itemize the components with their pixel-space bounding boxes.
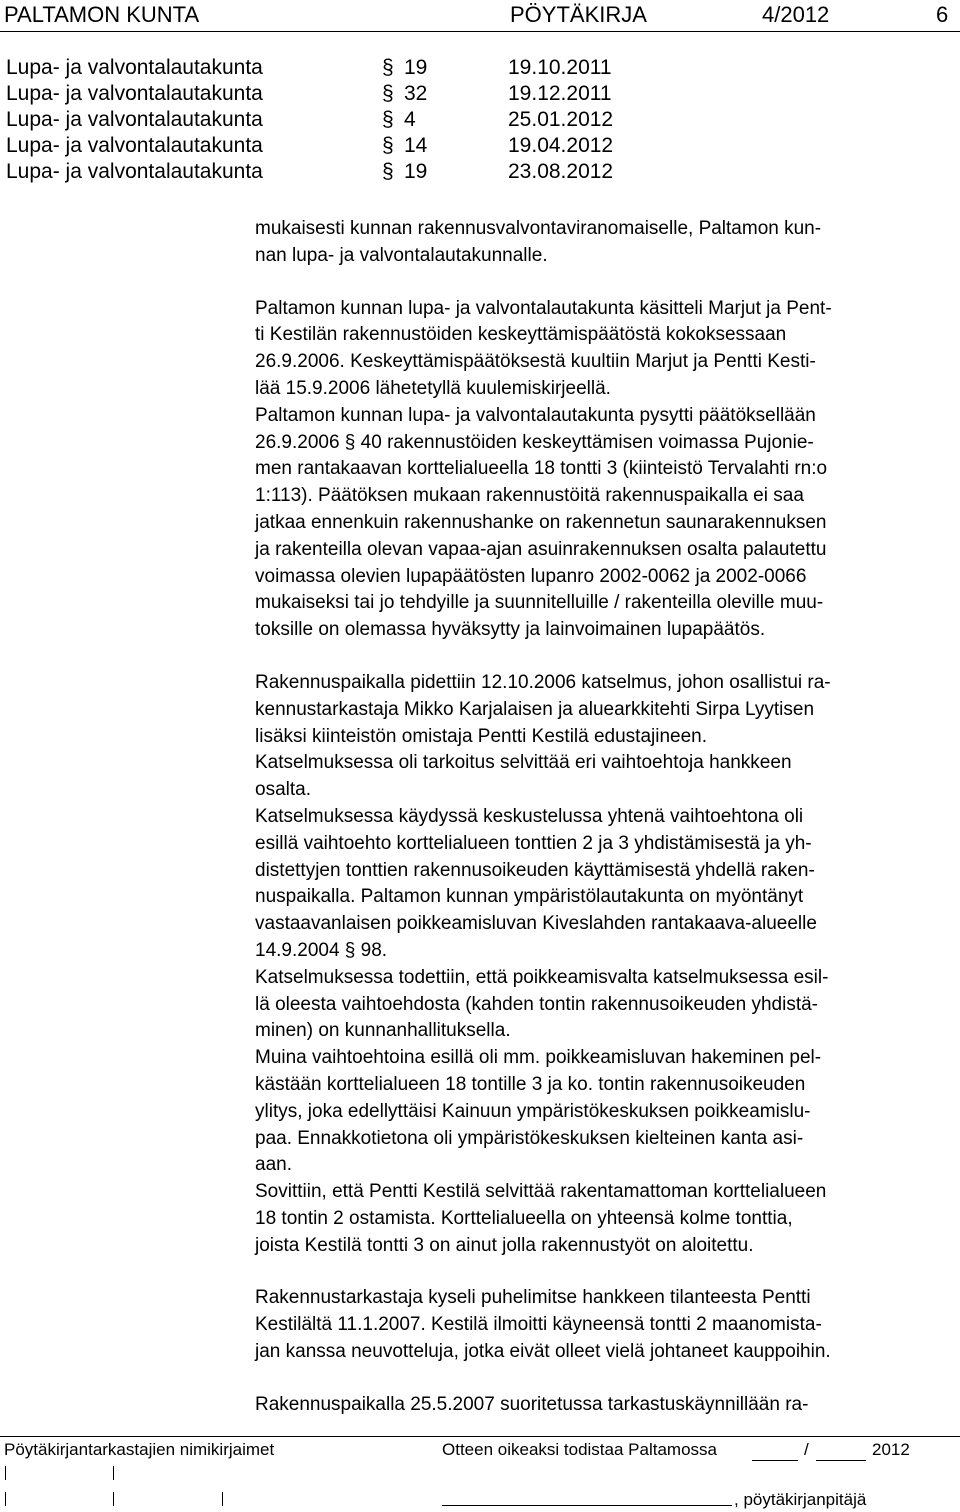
paragraph-gap	[255, 1366, 955, 1392]
reference-body: Lupa- ja valvontalautakunta	[6, 108, 263, 131]
text-line: Katselmuksessa todettiin, että poikkeamisvalta katselmuksessa esil-	[255, 966, 829, 988]
text-line: ja rakenteilla olevan vapaa-ajan asuinrakennuksen osalta palautettu	[255, 538, 827, 560]
header-rule	[0, 31, 960, 32]
text-line: jan kanssa neuvotteluja, jotka eivät olleet vielä johtaneet kauppoihin.	[255, 1341, 831, 1363]
month-blank	[816, 1460, 866, 1461]
initials-box-divider	[5, 1492, 6, 1506]
body-text	[255, 216, 955, 1419]
section-sign: §	[382, 160, 394, 183]
paragraph-gap	[255, 1259, 955, 1285]
reference-number: 4	[404, 108, 416, 131]
certified-copy-label: Otteen oikeaksi todistaa Paltamossa	[442, 1440, 717, 1459]
section-sign: §	[382, 82, 394, 105]
text-line: lä oleesta vaihtoehdosta (kahden tontin rakennusoikeuden yhdistä-	[255, 993, 818, 1015]
reference-number: 19	[404, 160, 428, 183]
day-blank	[752, 1460, 798, 1461]
document-type: PÖYTÄKIRJA	[510, 2, 647, 27]
text-line: 18 tontin 2 ostamista. Korttelialueella on yhteensä kolme tonttia,	[255, 1207, 793, 1229]
text-line: Katselmuksessa oli tarkoitus selvittää eri vaihtoehtoja hankkeen	[255, 752, 792, 774]
text-line: 1:113). Päätöksen mukaan rakennustöitä rakennuspaikalla ei saa	[255, 485, 804, 507]
text-line: ti Kestilän rakennustöiden keskeyttämispäätöstä kokoksessaan	[255, 324, 787, 346]
section-sign: §	[382, 134, 394, 157]
text-line: minen) on kunnanhallituksella.	[255, 1020, 511, 1042]
reference-body: Lupa- ja valvontalautakunta	[6, 82, 263, 105]
reference-number: 19	[404, 56, 428, 79]
signature-line	[442, 1505, 732, 1506]
text-line: Katselmuksessa käydyssä keskustelussa yhtenä vaihtoehtona oli	[255, 805, 804, 827]
text-line: aan.	[255, 1154, 292, 1176]
text-line: voimassa olevien lupapäätösten lupanro 2002-0062 ja 2002-0066	[255, 565, 807, 587]
text-line: Paltamon kunnan lupa- ja valvontalautakunta pysytti päätöksellään	[255, 404, 816, 426]
reference-date: 19.04.2012	[508, 134, 614, 157]
org-name: PALTAMON KUNTA	[4, 2, 200, 27]
page-number: 6	[936, 2, 949, 27]
initials-box-divider	[222, 1492, 223, 1506]
paragraph	[255, 296, 955, 644]
issue-number: 4/2012	[762, 2, 830, 27]
text-line: toksille on olemassa hyväksytty ja lainvoimainen lupapäätös.	[255, 619, 766, 641]
text-line: jatkaa ennenkuin rakennushanke on rakennetun saunarakennuksen	[255, 511, 827, 533]
copy-year: 2012	[872, 1440, 910, 1459]
text-line: lää 15.9.2006 lähetetyllä kuulemiskirjeellä.	[255, 377, 611, 399]
text-line: Rakennustarkastaja kyseli puhelimitse hankkeen tilanteesta Pentti	[255, 1287, 811, 1309]
reference-date: 19.10.2011	[508, 56, 612, 79]
section-sign: §	[382, 108, 394, 131]
footer-rule	[0, 1436, 960, 1437]
text-line: esillä vaihtoehto korttelialueen tonttien 2 ja 3 yhdistämisestä ja yh-	[255, 832, 812, 854]
text-line: lisäksi kiinteistön omistaja Pentti Kestilä edustajineen.	[255, 725, 708, 747]
text-line: osalta.	[255, 779, 311, 801]
text-line: Muina vaihtoehtoina esillä oli mm. poikkeamisluvan hakeminen pel-	[255, 1047, 822, 1069]
paragraph	[255, 670, 955, 1260]
signer-role: , pöytäkirjanpitäjä	[734, 1490, 867, 1509]
text-line: Paltamon kunnan lupa- ja valvontalautakunta käsitteli Marjut ja Pent-	[255, 297, 832, 319]
reference-number: 14	[404, 134, 428, 157]
text-line: ylitys, joka edellyttäisi Kainuun ympäristökeskuksen poikkeamislu-	[255, 1100, 811, 1122]
date-slash: /	[804, 1440, 809, 1459]
text-line: paa. Ennakkotietona oli ympäristökeskuksen kielteinen kanta asi-	[255, 1127, 804, 1149]
text-line: Rakennuspaikalla pidettiin 12.10.2006 katselmus, johon osallistui ra-	[255, 671, 831, 693]
reference-body: Lupa- ja valvontalautakunta	[6, 160, 263, 183]
text-line: vastaavanlaisen poikkeamisluvan Kiveslahden rantakaava-alueelle	[255, 913, 817, 935]
paragraph	[255, 1392, 955, 1419]
text-line: 26.9.2006 § 40 rakennustöiden keskeyttämisen voimassa Pujonie-	[255, 431, 814, 453]
text-line: kennustarkastaja Mikko Karjalaisen ja aluearkkitehti Sirpa Lyytisen	[255, 698, 815, 720]
initials-box-divider	[113, 1492, 114, 1506]
reference-date: 25.01.2012	[508, 108, 614, 131]
reference-number: 32	[404, 82, 428, 105]
reference-body: Lupa- ja valvontalautakunta	[6, 56, 263, 79]
text-line: kästään korttelialueen 18 tontille 3 ja ko. tontin rakennusoikeuden	[255, 1073, 806, 1095]
text-line: men rantakaavan korttelialueella 18 tontti 3 (kiinteistö Tervalahti rn:o	[255, 458, 828, 480]
paragraph	[255, 216, 955, 270]
text-line: joista Kestilä tontti 3 on ainut jolla rakennustyöt on aloitettu.	[255, 1234, 754, 1256]
text-line: nan lupa- ja valvontalautakunnalle.	[255, 244, 548, 266]
reference-body: Lupa- ja valvontalautakunta	[6, 134, 263, 157]
paragraph	[255, 1285, 955, 1365]
initials-label: Pöytäkirjantarkastajien nimikirjaimet	[4, 1440, 275, 1459]
text-line: Sovittiin, että Pentti Kestilä selvittää rakentamattoman korttelialueen	[255, 1181, 827, 1203]
text-line: 26.9.2006. Keskeyttämispäätöksestä kuultiin Marjut ja Pentti Kesti-	[255, 351, 816, 373]
initials-box-divider	[113, 1466, 114, 1480]
section-sign: §	[382, 56, 394, 79]
reference-date: 23.08.2012	[508, 160, 614, 183]
paragraph-gap	[255, 270, 955, 296]
text-line: distettyjen tonttien rakennusoikeuden käyttämisestä yhdellä raken-	[255, 859, 815, 881]
text-line: mukaisesti kunnan rakennusvalvontaviranomaiselle, Paltamon kun-	[255, 218, 822, 239]
text-line: 14.9.2004 § 98.	[255, 939, 388, 961]
text-line: mukaiseksi tai jo tehdyille ja suunnitelluille / rakenteilla oleville muu-	[255, 592, 824, 614]
initials-box-divider	[5, 1466, 6, 1480]
reference-date: 19.12.2011	[508, 82, 612, 105]
text-line: Rakennuspaikalla 25.5.2007 suoritetussa tarkastuskäynnillään ra-	[255, 1393, 809, 1415]
text-line: nuspaikalla. Paltamon kunnan ympäristölautakunta on myöntänyt	[255, 886, 804, 908]
text-line: Kestilältä 11.1.2007. Kestilä ilmoitti käyneensä tontti 2 maanomista-	[255, 1314, 822, 1336]
paragraph-gap	[255, 644, 955, 670]
